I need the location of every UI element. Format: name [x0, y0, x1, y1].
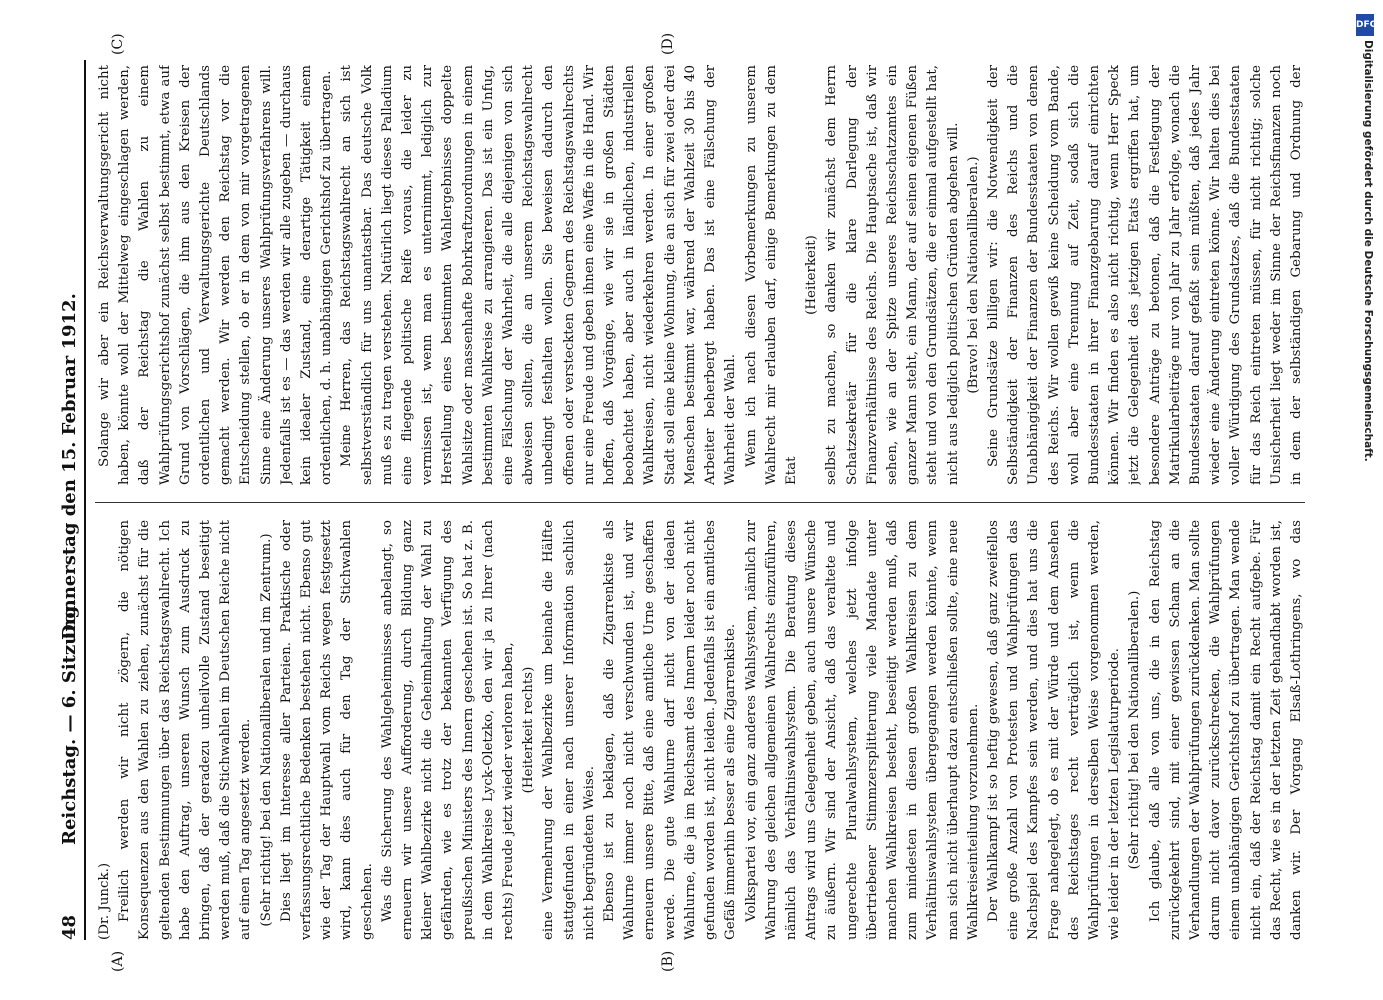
paragraph: Seine Grundsätze billigen wir: die Notwendigkeit der Selbständigkeit der Finanzen des Reichs und die Unabhängigkeit der Finanzen der Bundesstaaten von denen des Reichs. Wir wollen gewiß keine Scheidung vom Bande, wohl aber eine Trennung auf Zeit, sodaß sich die Bundesstaaten in ihrer Finanzgebarung darauf einrichten können. Wir finden es also nicht richtig, wenn Herr Speck jetzt die Gelegenheit des jetzigen Etats ergriffen hat, um besondere Anträge zu betonen, daß die Festlegung der Matrikularbeiträge nur von Jahr zu Jahr erfolge, wonach die Bundesstaaten darauf gefaßt sein müßten, daß jedes Jahr wieder eine Änderung eintreten könne. Wir halten dies bei voller Würdigung des Grundsatzes, daß die Bundesstaaten für das Reich eintreten müssen, für nicht richtig; solche Unsicherheit liegt weder im Sinne der Reichsfinanzen noch in dem der selbständigen Gebarung und Ordnung der [985, 65, 1304, 485]
paragraph: (Heiterkeit) [804, 235, 820, 315]
margin-mark-a: (A) [110, 950, 126, 972]
paragraph: Solange wir aber ein Reichsverwaltungsgericht nicht haben, könnte wohl der Mittelweg eingeschlagen werden, daß der Reichstag die Wahlen zu einem Wahlprüfungsgerichtshof zunächst selbst bestimmt, etwa auf Grund von Vorschlägen, die ihm aus den Kreisen der ordentlichen und Verwaltungsgerichte Deutschlands gemacht werden. Wir werden den Reichstag vor die Entscheidung stellen, ob er in dem von mir vorgetragenen Sinne eine Änderung unseres Wahlprüfungsverfahrens will. Jedenfalls ist es — das werden wir alle zugeben — durchaus kein idealer Zustand, eine derartige Tätigkeit einem ordentlichen, d. h. unabhängigen Gerichtshof zu übertragen. [97, 65, 335, 485]
paragraph: selbst zu machen, so danken wir zunächst dem Herrn Schatzsekretär für die klare Darlegung der Finanzverhältnisse des Reichs. Die Hauptsache ist, daß wir sehen, wie an der Spitze unseres Reichsschatzamtes ein ganzer Mann steht, ein Mann, der auf seinen eigenen Füßen steht und von den Grundsätzen, die er einmal aufgestellt hat, nicht aus lediglich politischen Gründen abgehen will. [824, 65, 961, 485]
paragraph: Ebenso ist zu beklagen, daß die Zigarrenkiste als Wahlurne immer noch nicht verschwunden ist, und wir erneuern unsere Bitte, daß eine amtliche Urne geschaffen werde. Die gute Wahlurne darf nicht von der idealen Wahlurne, die ja im Reichsamt des Innern leider noch nicht gefunden worden ist, nicht leiden. Jedenfalls ist ein amtliches Gefäß immerhin besser als eine Zigarrenkiste. [602, 520, 739, 940]
dfg-logo: DFG [1356, 14, 1374, 36]
text-column-right [95, 65, 1305, 485]
header-session: Reichstag. — 6. Sitzung. [59, 599, 80, 845]
paragraph: (Heiterkeit rechts) [521, 666, 537, 794]
paragraph: (Sehr richtig! bei den Nationalliberalen.) [1127, 590, 1143, 870]
column-divider [95, 502, 1305, 503]
paragraph: Dies liegt im Interesse aller Parteien. Praktische oder verfassungsrechtliche Bedenken bestehen nicht. Ebenso gut wie der Tag der Hauptwahl vom Reichs wegen festgesetzt wird, kann dies auch für den Tag der Stichwahlen geschehen. [278, 520, 375, 940]
paragraph: Was die Sicherung des Wahlgeheimnisses anbelangt, so erneuern wir unsere Aufforderung, durch Bildung ganz kleiner Wahlbezirke nicht die Geheimhaltung der Wahl zu gefährden, wie es trotz der bekannten Verfügung des preußischen Ministers des Innern geschehen ist. So hat z. B. in dem Wahlkreise Lyck-Oletzko, den wir ja zu Ihrer (nach rechts) Freude jetzt wieder verloren haben, [379, 520, 517, 940]
paragraph: (Bravo! bei den Nationalliberalen.) [965, 156, 981, 394]
digitization-note: Digitalisierung gefördert durch die Deutsche Forschungsgemeinschaft. [1362, 40, 1374, 462]
paragraph: Ich glaube, daß alle von uns, die in den Reichstag zurückgekehrt sind, mit einer gewissen Scham an die Verhandlungen der Wahlprüfungen zurückdenken. Man sollte darum nicht davor zurückschrecken, die Wahlprüfungen einem unabhängigen Gerichtshof zu übertragen. Man wende nicht ein, daß der Reichstag damit ein Recht aufgebe. Für das Recht, wie es in der letzten Zeit gehandhabt worden ist, danken wir. Der Vorgang Elsaß-Lothringens, wo das [1147, 520, 1304, 940]
margin-mark-c: (C) [110, 33, 126, 55]
paragraph: Wenn ich nach diesen Vorbemerkungen zu unserem Wahlrecht mir erlauben darf, einige Bemerkungen zu dem Etat [743, 65, 799, 485]
paragraph: Volkspartei vor, ein ganz anderes Wahlsystem, nämlich zur Wahrung des gleichen allgemeinen Wahlrechts einzuführen, nämlich das Verhältniswahlsystem. Die Beratung dieses Antrags wird uns Gelegenheit geben, auch unsere Wünsche zu äußern. Wir sind der Ansicht, daß das veraltete und ungerechte Pluralwahlsystem, welches jetzt infolge übertriebener Stimmzersplitterung viele Mandate unter manchen Wahlkreisen besteht, beseitigt werden muß, daß zum mindesten in diesen großen Wahlkreisen zu dem Verhältniswahlsystem übergegangen werden könnte, wenn man sich nicht überhaupt dazu entschließen sollte, eine neue Wahlkreiseinteilung vorzunehmen. [743, 520, 981, 940]
paragraph: Der Wahlkampf ist so heftig gewesen, daß ganz zweifellos eine große Anzahl von Protesten und Wahlprüfungen das Nachspiel des Kampfes sein werden, und dies hat uns die Frage nahegelegt, ob es mit der Würde und dem Ansehen des Reichstages recht verträglich ist, wenn die Wahlprüfungen in derselben Weise vorgenommen werden, wie leider in der letzten Legislaturperiode. [985, 520, 1123, 940]
margin-mark-b: (B) [660, 950, 676, 972]
paragraph: (Dr. Junck.) [97, 862, 112, 940]
paragraph: eine Vermehrung der Wahlbezirke um beinahe die Hälfte stattgefunden in einer nach unserer Information sachlich nicht begründeten Weise. [541, 520, 597, 940]
paragraph: Freilich werden wir nicht zögern, die nötigen Konsequenzen aus den Wahlen zu ziehen, zunächst für die geltenden Bestimmungen über das Reichstagswahlrecht. Ich habe den Auftrag, unseren Wunsch zum Ausdruck zu bringen, daß der geradezu unheilvolle Zustand beseitigt werden muß, daß die Stichwahlen im Deutschen Reiche nicht auf einen Tag angesetzt werden. [117, 520, 254, 940]
page-header [50, 60, 86, 940]
margin-mark-d: (D) [660, 32, 676, 55]
page-number: 48 [59, 914, 80, 940]
header-date: Donnerstag den 15. Februar 1912. [59, 293, 80, 640]
paragraph: Meine Herren, das Reichstagswahlrecht an sich ist selbstverständlich für uns unantastbar. Das deutsche Volk muß es zu tragen verstehen. Natürlich liegt dieses Palladium eine fliegende politische Reife voraus, die leider zu vermissen ist, wenn man es unternimmt, lediglich zur Herstellung eines bestimmten Wahlergebnisses doppelte Wahlsitze oder massenhafte Bohrkraftzuordnungen in einem bestimmten Wahlkreise zu arrangieren. Das ist ein Unfug, eine Fälschung der Wahrheit, die alle diejenigen von sich abweisen sollten, die an unserem Reichstagswahlrecht unbedingt festhalten wollen. Sie beweisen dadurch den offenen oder versteckten Gegnern des Reichstagswahlrechts nur eine Freude und geben ihnen eine Waffe in die Hand. Wir hoffen, daß Vorgänge, wie wir sie in großen Städten beobachtet haben, aber auch in ländlichen, industriellen Wahlkreisen, nicht wiederkehren werden. In einer großen Stadt soll eine kleine Wohnung, die an sich für zwei oder drei Menschen bestimmt war, während der Wahlzeit 30 bis 40 Arbeiter beherbergt haben. Das ist eine Fälschung der Wahrheit der Wahl. [339, 65, 739, 485]
paragraph: (Sehr richtig! bei den Nationalliberalen und im Zentrum.) [258, 533, 274, 927]
text-column-left [95, 520, 1305, 940]
